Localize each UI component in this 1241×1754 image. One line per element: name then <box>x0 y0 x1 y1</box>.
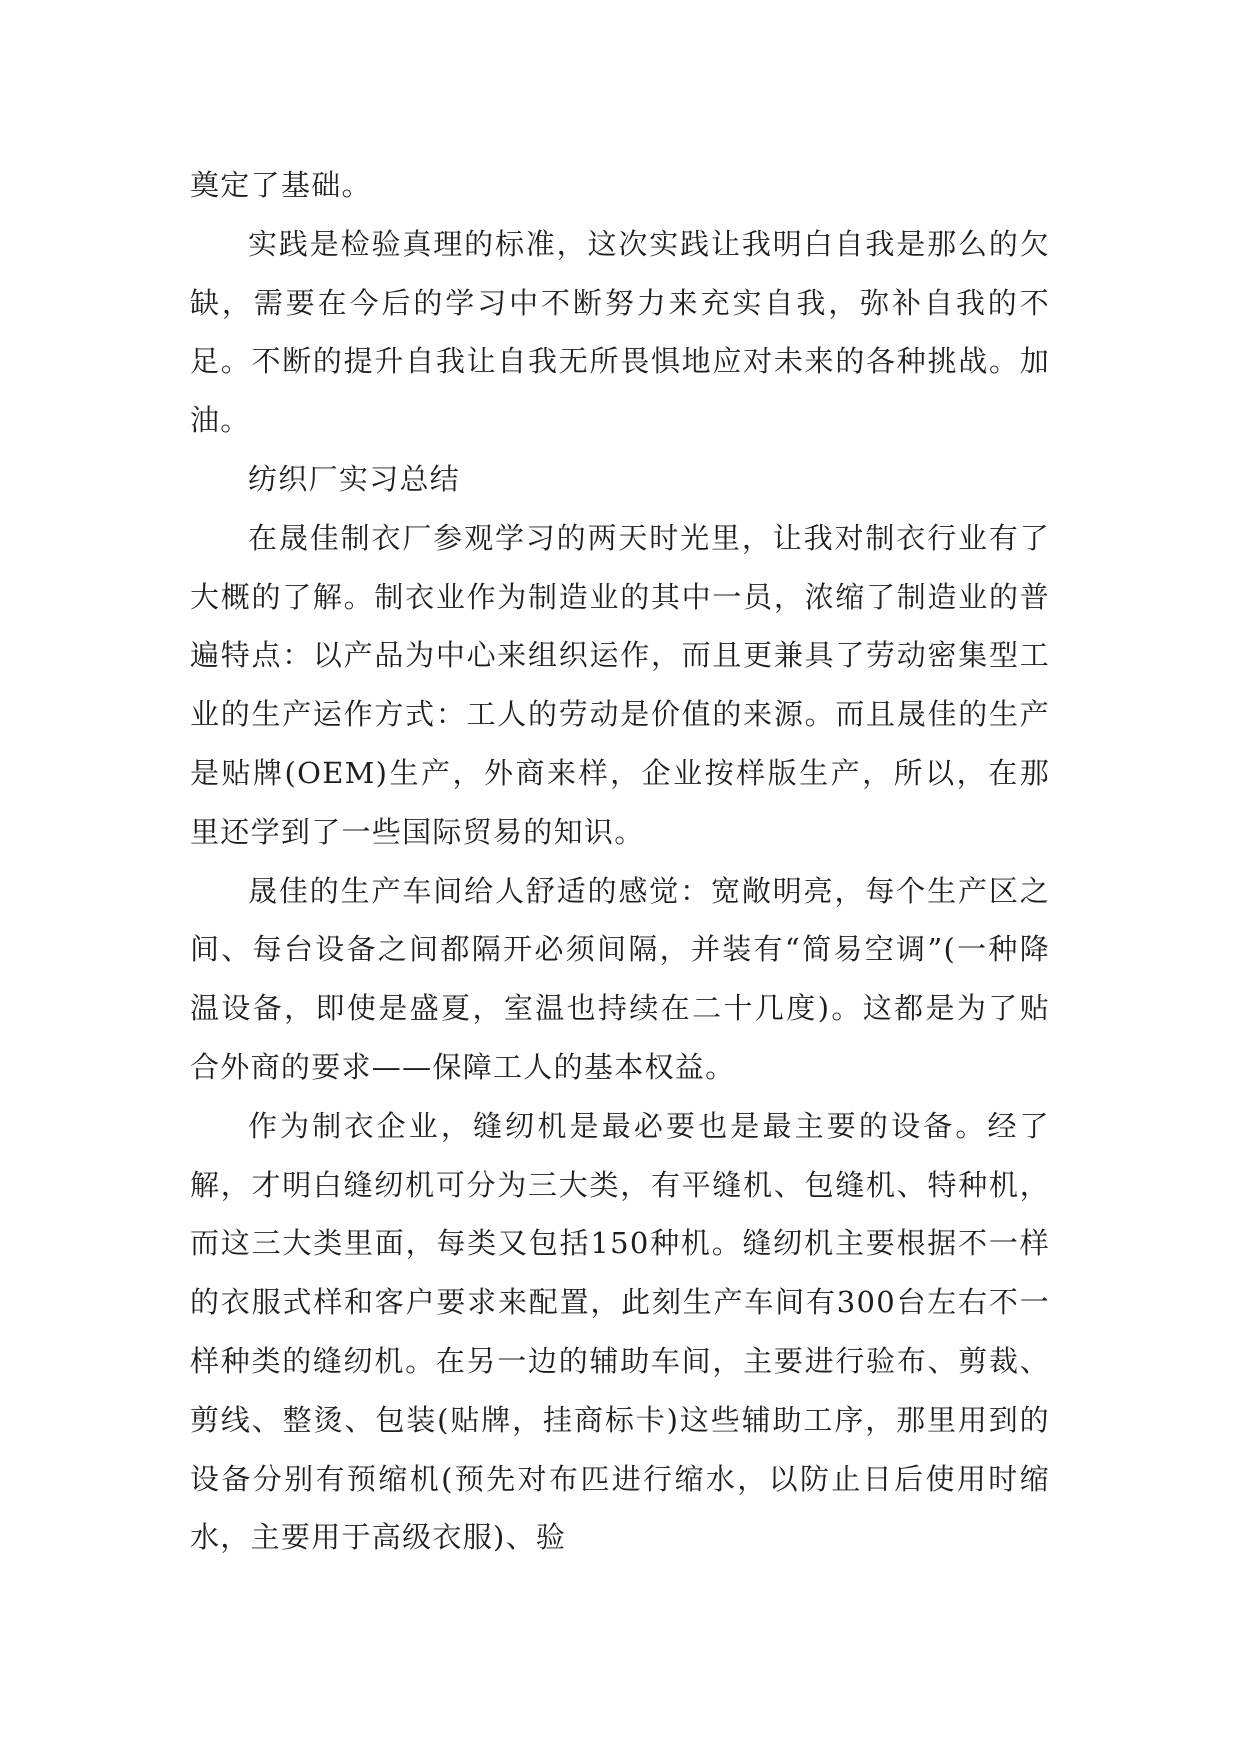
paragraph-intro: 在晟佳制衣厂参观学习的两天时光里，让我对制衣行业有了大概的了解。制衣业作为制造业的其中一员，浓缩了制造业的普遍特点：以产品为中心来组织运作，而且更兼具了劳动密集型工业的生产运作方式：工人的劳动是价值的来源。而且晟佳的生产是贴牌(OEM)生产，外商来样，企业按样版生产，所以，在那里还学到了一些国际贸易的知识。 <box>190 520 1050 849</box>
paragraph-continuation: 奠定了基础。 <box>190 168 372 202</box>
paragraph-equipment: 作为制衣企业，缝纫机是最必要也是最主要的设备。经了解，才明白缝纫机可分为三大类，有平缝机、包缝机、特种机，而这三大类里面，每类又包括150种机。缝纫机主要根据不一样的衣服式样和客户要求来配置，此刻生产车间有300台左右不一样种类的缝纫机。在另一边的辅助车间，主要进行验布、剪裁、剪线、整烫、包装(贴牌，挂商标卡)这些辅助工序，那里用到的设备分别有预缩机(预先对布匹进行缩水，以防止日后使用时缩水，主要用于高级衣服)、验 <box>190 1108 1050 1555</box>
document-body <box>190 156 1050 1567</box>
paragraph-practice-reflection: 实践是检验真理的标准，这次实践让我明白自我是那么的欠缺，需要在今后的学习中不断努力来充实自我，弥补自我的不足。不断的提升自我让自我无所畏惧地应对未来的各种挑战。加油。 <box>190 226 1050 438</box>
section-title: 纺织厂实习总结 <box>248 461 461 496</box>
paragraph-workshop: 晟佳的生产车间给人舒适的感觉：宽敞明亮，每个生产区之间、每台设备之间都隔开必须间隔，并装有“简易空调”(一种降温设备，即使是盛夏，室温也持续在二十几度)。这都是为了贴合外商的要求——保障工人的基本权益。 <box>190 873 1050 1084</box>
